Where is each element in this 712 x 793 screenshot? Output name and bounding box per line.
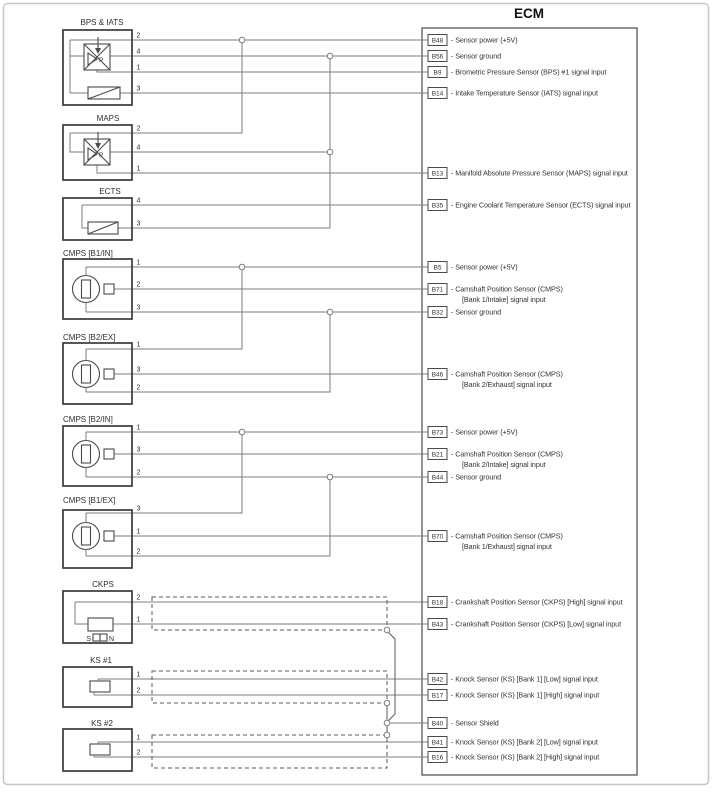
pin-number: 2	[136, 281, 141, 289]
pin-id: B16	[431, 754, 444, 762]
pin-id: B18	[431, 599, 444, 607]
ecm-pin-b14	[428, 88, 598, 99]
ecm-pin-b17	[428, 690, 599, 701]
pin-number: 1	[136, 64, 141, 72]
pin-number: 2	[136, 687, 141, 695]
pin-number: 2	[136, 749, 141, 757]
pin-id: B32	[431, 309, 444, 317]
connector-label: KS #1	[90, 656, 112, 665]
ecm-pin-b32	[428, 307, 501, 318]
ecm-title: ECM	[514, 6, 544, 21]
pin-desc: - Engine Coolant Temperature Sensor (ECTS) signal input	[451, 200, 631, 210]
pin-desc: - Crankshaft Position Sensor (CKPS) [Low] signal input	[451, 619, 621, 629]
pin-desc: - Sensor power (+5V)	[451, 427, 518, 437]
pin-desc: - Sensor power (+5V)	[451, 35, 518, 45]
pin-id: B43	[431, 621, 444, 629]
pressure-letter: P	[99, 152, 104, 159]
pin-desc: - Brometric Pressure Sensor (BPS) #1 signal input	[451, 67, 607, 77]
pin-id: B56	[431, 53, 444, 61]
pin-desc-line2: [Bank 1/Intake] signal input	[462, 295, 546, 304]
junction	[239, 264, 245, 270]
pin-id: B14	[431, 90, 444, 98]
pin-id: B21	[431, 451, 444, 459]
pin-number: 4	[136, 197, 141, 205]
pin-id: B17	[431, 692, 444, 700]
pin-id: B13	[431, 170, 444, 178]
pin-desc: - Camshaft Position Sensor (CMPS)	[451, 531, 563, 541]
pin-desc: - Sensor power (+5V)	[451, 262, 518, 272]
pin-number: 1	[136, 165, 141, 173]
pin-desc: - Intake Temperature Sensor (IATS) signal input	[451, 88, 598, 98]
pin-id: B44	[431, 474, 444, 482]
ecm-pin-b35	[428, 200, 630, 211]
junction	[327, 53, 333, 59]
pin-desc: - Crankshaft Position Sensor (CKPS) [High] signal input	[451, 597, 623, 607]
shield-node-bus	[384, 720, 390, 726]
pin-number: 3	[136, 85, 141, 93]
junction	[327, 309, 333, 315]
ecm-pin-b42	[428, 674, 598, 685]
pin-desc: - Camshaft Position Sensor (CMPS)	[451, 449, 563, 459]
magnet-north-label: N	[109, 636, 115, 643]
pin-number: 3	[136, 366, 141, 374]
pin-number: 3	[136, 505, 141, 513]
connector-label: BPS & IATS	[80, 18, 124, 27]
pin-number: 2	[136, 469, 141, 477]
pin-desc: - Knock Sensor (KS) [Bank 1] [Low] signal input	[451, 674, 598, 684]
connector-label: CKPS	[92, 580, 114, 589]
pin-number: 1	[136, 671, 141, 679]
ecm-pin-b41	[428, 737, 598, 748]
ecm-pin-b13	[428, 168, 628, 179]
junction	[327, 474, 333, 480]
pin-number: 3	[136, 446, 141, 454]
pin-number: 1	[136, 616, 141, 624]
ecm-pin-b40	[428, 718, 499, 729]
pin-desc-line2: [Bank 2/Intake] signal input	[462, 460, 546, 469]
pin-desc: - Sensor ground	[451, 51, 502, 61]
pin-number: 2	[136, 125, 141, 133]
pin-number: 4	[136, 144, 141, 152]
pin-id: B48	[431, 37, 444, 45]
pin-desc: - Camshaft Position Sensor (CMPS)	[451, 284, 563, 294]
ecm-pin-b5	[428, 262, 518, 273]
shield-node-ckps	[384, 627, 390, 633]
connector-label: ECTS	[99, 187, 121, 196]
pressure-letter: P	[99, 57, 104, 64]
ecm-pin-b16	[428, 752, 599, 763]
pin-desc: - Knock Sensor (KS) [Bank 2] [High] signal input	[451, 752, 600, 762]
pin-id: B41	[431, 739, 444, 747]
pin-number: 2	[136, 548, 141, 556]
ecm-pin-b73	[428, 427, 518, 438]
connector-label: CMPS [B2/EX]	[63, 333, 116, 342]
junction	[239, 37, 245, 43]
shield-node-ks2	[384, 732, 390, 738]
pin-desc: - Knock Sensor (KS) [Bank 2] [Low] signal input	[451, 737, 598, 747]
connector-label: KS #2	[91, 719, 113, 728]
pin-desc: - Manifold Absolute Pressure Sensor (MAPS) signal input	[451, 168, 628, 178]
pin-number: 1	[136, 259, 141, 267]
ecm-pin-b44	[428, 472, 501, 483]
pin-desc-line2: [Bank 1/Exhaust] signal input	[462, 542, 552, 551]
pin-desc: - Sensor Shield	[451, 718, 499, 728]
connector-label: CMPS [B1/IN]	[63, 249, 113, 258]
pin-number: 1	[136, 734, 141, 742]
junction	[239, 429, 245, 435]
pin-number: 1	[136, 341, 141, 349]
ecm-pin-b56	[428, 51, 501, 62]
shield-node-ks1	[384, 700, 390, 706]
connector-label: CMPS [B2/IN]	[63, 415, 113, 424]
magnet-south-label: S	[86, 636, 91, 643]
junction	[327, 149, 333, 155]
pin-number: 2	[136, 384, 141, 392]
pin-desc: - Camshaft Position Sensor (CMPS)	[451, 369, 563, 379]
ecm-pin-b48	[428, 35, 518, 46]
pin-id: B40	[431, 720, 444, 728]
pin-number: 4	[136, 48, 141, 56]
pin-number: 3	[136, 304, 141, 312]
pin-number: 3	[136, 220, 141, 228]
pin-id: B9	[433, 69, 442, 77]
pin-id: B71	[431, 286, 444, 294]
pin-number: 2	[136, 594, 141, 602]
ecm-pin-b43	[428, 619, 621, 630]
pin-desc: - Sensor ground	[451, 307, 502, 317]
pin-id: B70	[431, 533, 444, 541]
ecm-pin-b9	[428, 67, 606, 78]
pin-id: B42	[431, 676, 444, 684]
pin-id: B35	[431, 202, 444, 210]
pin-number: 1	[136, 528, 141, 536]
pin-id: B5	[433, 264, 442, 272]
pin-desc: - Sensor ground	[451, 472, 502, 482]
pin-id: B46	[431, 371, 444, 379]
pin-desc-line2: [Bank 2/Exhaust] signal input	[462, 380, 552, 389]
pin-number: 1	[136, 424, 141, 432]
ecm-pin-b18	[428, 597, 623, 608]
pin-desc: - Knock Sensor (KS) [Bank 1] [High] signal input	[451, 690, 600, 700]
connector-label: MAPS	[96, 114, 120, 123]
connector-label: CMPS [B1/EX]	[63, 496, 116, 505]
pin-number: 2	[136, 32, 141, 40]
pin-id: B73	[431, 429, 444, 437]
